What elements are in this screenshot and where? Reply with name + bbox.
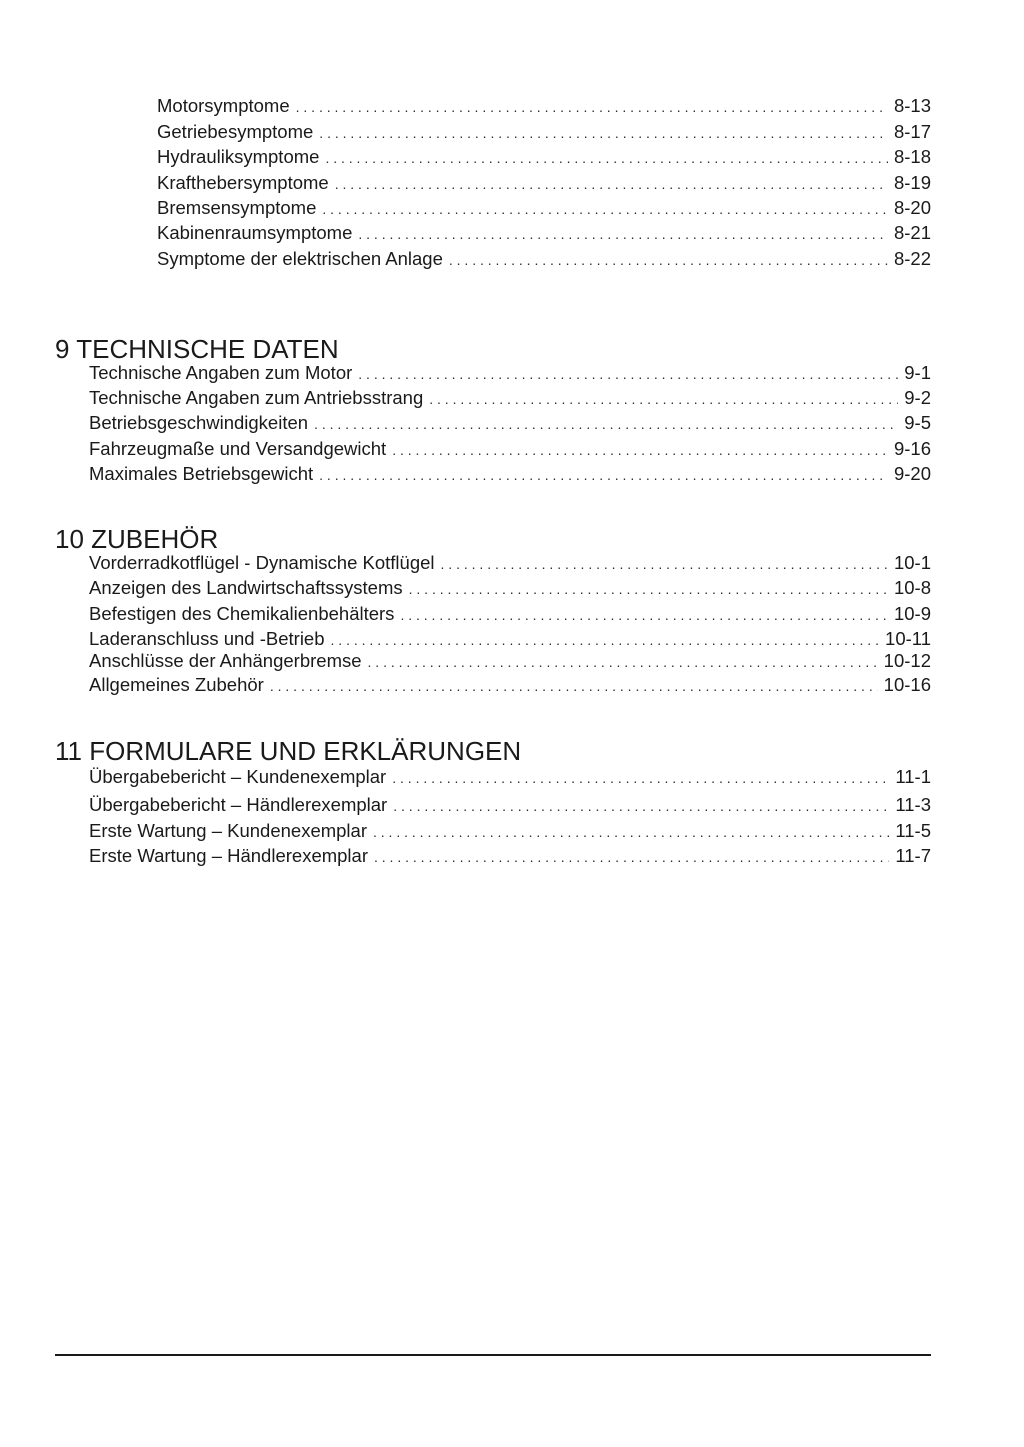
dot-leader <box>335 172 888 196</box>
toc-entry-page: 10-11 <box>885 628 931 649</box>
toc-entry-title: Anzeigen des Landwirtschaftssystems <box>89 577 403 598</box>
toc-entry[interactable] <box>89 386 931 410</box>
toc-entry-page: 10-9 <box>893 603 931 624</box>
toc-entry-title: Befestigen des Chemikalienbehälters <box>89 603 395 624</box>
toc-entry-page: 9-5 <box>904 412 931 433</box>
toc-entry-page: 9-16 <box>893 438 931 459</box>
toc-entry[interactable] <box>89 793 931 817</box>
toc-entry-page: 8-19 <box>893 172 931 193</box>
dot-leader <box>270 674 878 698</box>
toc-entry-page: 9-1 <box>904 362 931 383</box>
toc-entry-title: Laderanschluss und -Betrieb <box>89 628 325 649</box>
toc-entry-title: Fahrzeugmaße und Versandgewicht <box>89 438 387 459</box>
toc-entry-page: 8-17 <box>893 121 931 142</box>
toc-entry-title: Übergabebericht – Kundenexemplar <box>89 766 387 787</box>
toc-entry-page: 11-1 <box>895 766 931 787</box>
toc-entry[interactable] <box>157 247 931 271</box>
dot-leader <box>429 387 898 411</box>
toc-entry-page: 10-1 <box>893 552 931 573</box>
toc-entry[interactable] <box>89 673 931 697</box>
dot-leader <box>325 146 888 170</box>
toc-entry-page: 9-2 <box>904 387 931 408</box>
dot-leader <box>319 463 888 487</box>
toc-entry[interactable] <box>89 765 931 789</box>
dot-leader <box>314 412 898 436</box>
footer-rule <box>55 1354 931 1356</box>
toc-entry[interactable] <box>89 602 931 626</box>
toc-entry[interactable] <box>157 171 931 195</box>
dot-leader <box>322 197 888 221</box>
dot-leader <box>373 820 889 844</box>
toc-entry-title: Anschlüsse der Anhängerbremse <box>89 650 362 671</box>
toc-entry-title: Bremsensymptome <box>157 197 317 218</box>
toc-entry[interactable] <box>89 844 931 868</box>
toc-entry-title: Vorderradkotflügel - Dynamische Kotflügel <box>89 552 435 573</box>
toc-entry-title: Kabinenraumsymptome <box>157 222 353 243</box>
chapter-heading: 10 ZUBEHÖR <box>55 524 219 554</box>
toc-entry[interactable] <box>89 649 931 673</box>
toc-entry[interactable] <box>89 361 931 385</box>
toc-entry-page: 8-18 <box>893 146 931 167</box>
toc-entry-title: Getriebesymptome <box>157 121 314 142</box>
toc-entry-title: Allgemeines Zubehör <box>89 674 264 695</box>
toc-entry-page: 8-22 <box>893 248 931 269</box>
toc-entry-page: 11-5 <box>895 820 931 841</box>
dot-leader <box>319 121 888 145</box>
dot-leader <box>392 438 888 462</box>
toc-entry-title: Technische Angaben zum Motor <box>89 362 353 383</box>
dot-leader <box>409 577 888 601</box>
toc-entry-page: 11-3 <box>895 794 931 815</box>
dot-leader <box>296 95 888 119</box>
toc-entry-title: Krafthebersymptome <box>157 172 329 193</box>
toc-entry-page: 8-13 <box>893 95 931 116</box>
toc-entry-title: Maximales Betriebsgewicht <box>89 463 314 484</box>
dot-leader <box>441 552 888 576</box>
dot-leader <box>392 766 889 790</box>
dot-leader <box>374 845 889 869</box>
toc-entry-title: Erste Wartung – Händlerexemplar <box>89 845 368 866</box>
toc-entry[interactable] <box>157 221 931 245</box>
toc-entry[interactable] <box>157 196 931 220</box>
toc-entry-title: Motorsymptome <box>157 95 290 116</box>
toc-entry-page: 8-21 <box>893 222 931 243</box>
toc-entry-page: 10-12 <box>883 650 931 671</box>
dot-leader <box>400 603 888 627</box>
toc-entry-title: Übergabebericht – Händlerexemplar <box>89 794 388 815</box>
toc-entry-title: Erste Wartung – Kundenexemplar <box>89 820 367 841</box>
toc-entry-title: Hydrauliksymptome <box>157 146 320 167</box>
toc-entry[interactable] <box>157 120 931 144</box>
dot-leader <box>393 794 889 818</box>
chapter-heading: 11 FORMULARE UND ERKLÄRUNGEN <box>55 736 522 766</box>
toc-entry-title: Symptome der elektrischen Anlage <box>157 248 443 269</box>
toc-entry-title: Betriebsgeschwindigkeiten <box>89 412 309 433</box>
toc-entry[interactable] <box>89 462 931 486</box>
toc-entry-page: 11-7 <box>895 845 931 866</box>
toc-entry-page: 10-8 <box>893 577 931 598</box>
dot-leader <box>449 248 888 272</box>
toc-entry[interactable] <box>89 819 931 843</box>
dot-leader <box>368 650 878 674</box>
toc-entry-title: Technische Angaben zum Antriebsstrang <box>89 387 424 408</box>
toc-entry[interactable] <box>89 576 931 600</box>
toc-entry[interactable] <box>157 145 931 169</box>
toc-entry[interactable] <box>89 627 931 651</box>
dot-leader <box>358 362 898 386</box>
toc-entry[interactable] <box>89 551 931 575</box>
toc-entry[interactable] <box>89 437 931 461</box>
toc-entry-page: 8-20 <box>893 197 931 218</box>
chapter-heading: 9 TECHNISCHE DATEN <box>55 334 339 364</box>
dot-leader <box>358 222 888 246</box>
toc-entry-page: 10-16 <box>883 674 931 695</box>
toc-entry[interactable] <box>157 94 931 118</box>
toc-entry-page: 9-20 <box>893 463 931 484</box>
toc-entry[interactable] <box>89 411 931 435</box>
